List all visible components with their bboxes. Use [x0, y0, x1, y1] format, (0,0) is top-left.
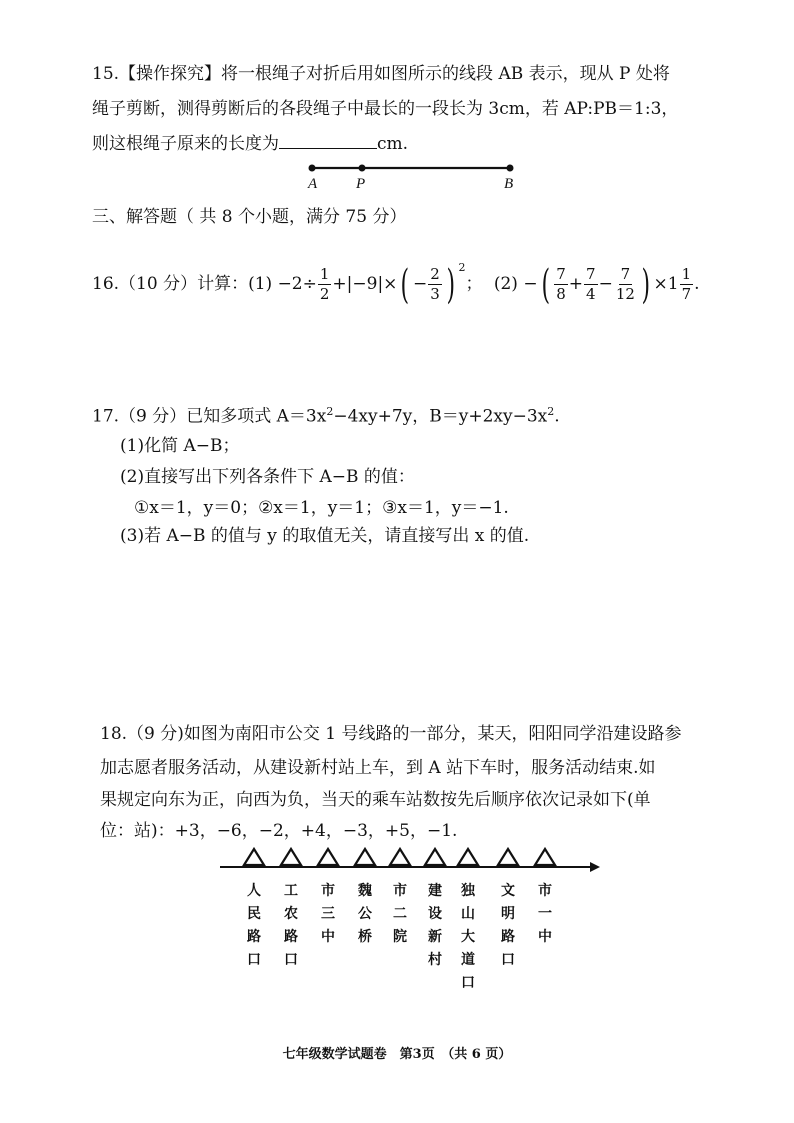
q15-unit: cm.: [377, 134, 409, 154]
section-heading: 三、解答题（ 共 8 个小题，满分 75 分）: [92, 207, 407, 227]
point-b: [507, 165, 514, 172]
page-footer: 七年级数学试题卷 第3页 （共 6 页）: [282, 1047, 512, 1062]
station-label: 工农路口: [284, 883, 298, 968]
separator: ；: [465, 274, 483, 294]
q15-line1: 15.【操作探究】将一根绳子对折后用如图所示的线段 AB 表示，现从 P 处将: [92, 64, 670, 84]
station-marker: [281, 849, 301, 865]
fraction: $\frac{7}{12}$: [615, 265, 635, 303]
station-label: 文明路口: [501, 883, 515, 968]
station-marker: [318, 849, 338, 865]
q17-line3: (2)直接写出下列各条件下 A−B 的值：: [120, 467, 415, 487]
station-marker: [355, 849, 375, 865]
fraction: $\frac{2}{3}$: [430, 265, 440, 303]
point-p: [359, 165, 366, 172]
fraction: $\frac{7}{4}$: [586, 265, 596, 303]
station-marker: [425, 849, 445, 865]
station-marker: [244, 849, 264, 865]
q16-term: −2÷: [277, 274, 317, 294]
label-b: B: [504, 176, 514, 192]
station-label: 建设新村: [428, 883, 442, 968]
q17-line2: (1)化简 A−B；: [120, 436, 240, 456]
q18-line1: 18.（9 分)如图为南阳市公交 1 号线路的一部分，某天，阳阳同学沿建设路参: [100, 724, 682, 744]
station-marker: [390, 849, 410, 865]
station-label: 独山大道口: [461, 883, 475, 991]
q16-term: +|−9|×: [332, 274, 398, 294]
station-label: 市二院: [393, 883, 407, 945]
q15-line3: [92, 130, 408, 156]
station-marker: [498, 849, 518, 865]
point-a: [309, 165, 316, 172]
q17-line1: 17.（9 分）已知多项式 $A=3x^2-4xy+7y$，$B=y+2xy-3x^2$.: [92, 405, 560, 427]
fraction: $\frac{1}{7}$: [681, 265, 692, 303]
fraction: $\frac{1}{2}$: [319, 265, 330, 303]
label-p: P: [356, 176, 366, 192]
q16-expression: 16.（10 分）计算：(1) −2÷ $\frac{1}{2}$ +|−9|×( − $\frac{2}{3}$ ) $^2$； (2) −( $\frac{7}{8}$ + $\frac{7}{4}$ − $\frac{7}{12}$ ) ×1 $\frac{1}{7}$ .: [92, 261, 700, 308]
station-label: 市三中: [321, 883, 335, 945]
station-marker: [458, 849, 478, 865]
q17-line4: ①x＝1，y＝0；②x＝1，y＝1；③x＝1，y＝−1.: [134, 498, 509, 518]
station-label: 人民路口: [247, 883, 261, 968]
fraction: $\frac{7}{8}$: [556, 265, 566, 303]
q15-line3-text: 则这根绳子原来的长度为: [92, 134, 279, 154]
q16-part2-label: (2): [493, 274, 518, 294]
q16-prefix: 16.（10 分）计算：(1): [92, 274, 273, 294]
station-label: 魏公桥: [358, 883, 372, 945]
q17-line5: (3)若 A−B 的值与 y 的取值无关，请直接写出 x 的值.: [120, 526, 530, 546]
q18-line3: 果规定向东为正，向西为负，当天的乘车站数按先后顺序依次记录如下(单: [100, 790, 651, 810]
bus-route-diagram: [210, 845, 610, 875]
label-a: A: [308, 176, 318, 192]
q18-line2: 加志愿者服务活动，从建设新村站上车，到 A 站下车时，服务活动结束.如: [100, 758, 656, 778]
station-marker: [535, 849, 555, 865]
answer-blank[interactable]: [279, 130, 377, 149]
segment-figure: [300, 158, 530, 194]
q15-line2: 绳子剪断，测得剪断后的各段绳子中最长的一段长为 3cm，若 AP:PB＝1:3，: [92, 99, 679, 119]
q18-line4: 位：站)：+3，−6，−2，+4，−3，+5，−1.: [100, 821, 458, 841]
station-label: 市一中: [538, 883, 552, 945]
